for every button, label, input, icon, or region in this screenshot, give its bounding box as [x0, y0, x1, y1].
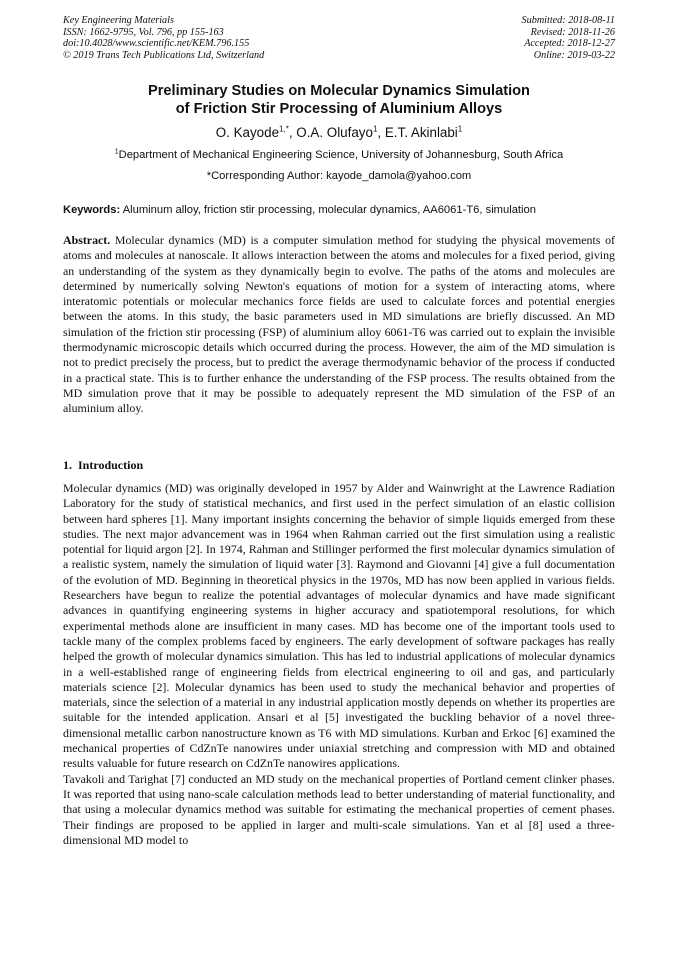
title-block [63, 82, 615, 183]
title-line-1: Preliminary Studies on Molecular Dynamics Simulation [148, 83, 530, 99]
paragraph: Tavakoli and Tarighat [7] conducted an MD study on the mechanical properties of Portland cement clinker phases. It was reported that using nano-scale calculation methods lead to better understanding of material functionality, and that using a molecular dynamics method was suitable for estimating the mechanical properties of cement phases. Their findings are proposed to be applied in larger and multi-scale simulations. Yan et al [8] used a three-dimensional MD model to [63, 771, 615, 847]
section-title: Introduction [78, 458, 144, 472]
author-2-affil: 1 [372, 124, 378, 134]
author-separator: , [377, 125, 385, 140]
author-3-affil: 1 [457, 124, 463, 134]
affiliation-text: Department of Mechanical Engineering Science, University of Johannesburg, South Africa [118, 149, 564, 161]
author-2: O.A. Olufayo [296, 125, 373, 140]
section-number: 1. [63, 458, 72, 472]
author-list [63, 124, 615, 142]
keywords-text: Aluminum alloy, friction stir processing, molecular dynamics, AA6061-T6, simulation [120, 204, 536, 216]
date-submitted: Submitted: 2018-08-11 [521, 15, 615, 26]
abstract [63, 233, 615, 417]
affiliation [63, 148, 615, 162]
abstract-text: Molecular dynamics (MD) is a computer simulation method for studying the physical movements of atoms and molecules at nanoscale. It allows interaction between the atoms and molecules for a fixed period, giving an understanding of the system as they dynamically begin to evolve. The paths of the atoms and molecules are determined by numerically solving Newton's equations of motion for a system of interacting atoms, where interatomic potentials or molecular mechanics force fields are used to calculate forces and potential energies between the atoms. In this study, the basic parameters used in MD simulations are briefly discussed. An MD simulation of the friction stir processing (FSP) of aluminium alloy 6061-T6 was carried out to explain the invisible thermodynamic microscopic details which occurred during the process. However, the aim of the MD simulation is not to predict precisely the process, but to predict the average thermodynamic behavior of the process if conducted in a practical state. This is to further enhance the understanding of the FSP process. The results obtained from the MD simulation prove that it may be possible to adequately represent the MD simulation of the FSP of an aluminium alloy. [63, 233, 615, 416]
paragraph: Molecular dynamics (MD) was originally developed in 1957 by Alder and Wainwright at the Lawrence Radiation Laboratory for the study of statistical mechanics, and first used in the perfect simulation of an elastic collision between hard spheres [1]. Many important insights concerning the behavior of simple liquids emerged from these studies. The next major advancement was in 1964 when Rahman carried out the first simulation using a realistic potential for liquid argon [2]. In 1974, Rahman and Stillinger performed the first molecular dynamics simulation of a realistic system, namely the simulation of liquid water [3]. Raymond and Giovanni [4] give a full documentation of the evolution of MD. Beginning in theoretical physics in the 1970s, MD has now been applied in various fields. Researchers have begun to realize the potential advantages of molecular dynamics and have made significant advances in quantifying engineering systems in higher accuracy and spatiotemporal resolutions, for which experimental methods alone are insufficient in many cases. MD has become one of the important tools used to tackle many of the complex problems faced by engineers. The early development of software packages has really helped the growth of molecular dynamics simulation. This has led to industrial applications of molecular dynamics in a well-established range of engineering fields from electrical engineering to oil and gas, and particularly materials science [2]. Molecular dynamics has been used to study the mechanical behavior and properties of materials, since the selection of a material in any industrial application mostly depends on whether its properties are suitable for the intended application. Ansari et al [5] investigated the buckling behavior of a novel three-dimensional metallic carbon nanostructure known as T6 with MD simulations. Kurban and Erkoc [6] examined the mechanical properties of CdZnTe nanowires under uniaxial stretching and compression with MD and obtained results valuable for future research on CdZnTe nanowires applications. [63, 481, 615, 771]
author-1-affil: 1,* [279, 124, 289, 134]
corresponding-author: *Corresponding Author: kayode_damola@yahoo.com [206, 170, 472, 182]
author-1: O. Kayode [215, 125, 280, 140]
abstract-label: Abstract. [63, 233, 111, 247]
journal-issn: ISSN: 1662-9795, Vol. 796, pp 155-163 [63, 26, 224, 38]
paper-title [63, 82, 615, 118]
section-heading-introduction [63, 458, 615, 473]
author-3: E.T. Akinlabi [384, 125, 458, 140]
keywords [63, 203, 615, 217]
journal-name: Key Engineering Materials [63, 15, 174, 26]
date-online: Online: 2019-03-22 [533, 49, 615, 61]
author-separator: , [288, 125, 297, 140]
title-line-2: of Friction Stir Processing of Aluminium Alloys [175, 101, 503, 117]
introduction-body [63, 481, 615, 848]
date-revised: Revised: 2018-11-26 [530, 26, 615, 38]
date-accepted: Accepted: 2018-12-27 [524, 38, 615, 50]
keywords-label: Keywords: [63, 204, 121, 216]
journal-copyright: © 2019 Trans Tech Publications Ltd, Switzerland [63, 49, 265, 61]
journal-doi: doi:10.4028/www.scientific.net/KEM.796.155 [63, 38, 250, 50]
journal-header [63, 15, 615, 63]
header-left [63, 15, 264, 61]
affiliation-marker: 1 [114, 148, 119, 156]
header-right [522, 15, 615, 61]
